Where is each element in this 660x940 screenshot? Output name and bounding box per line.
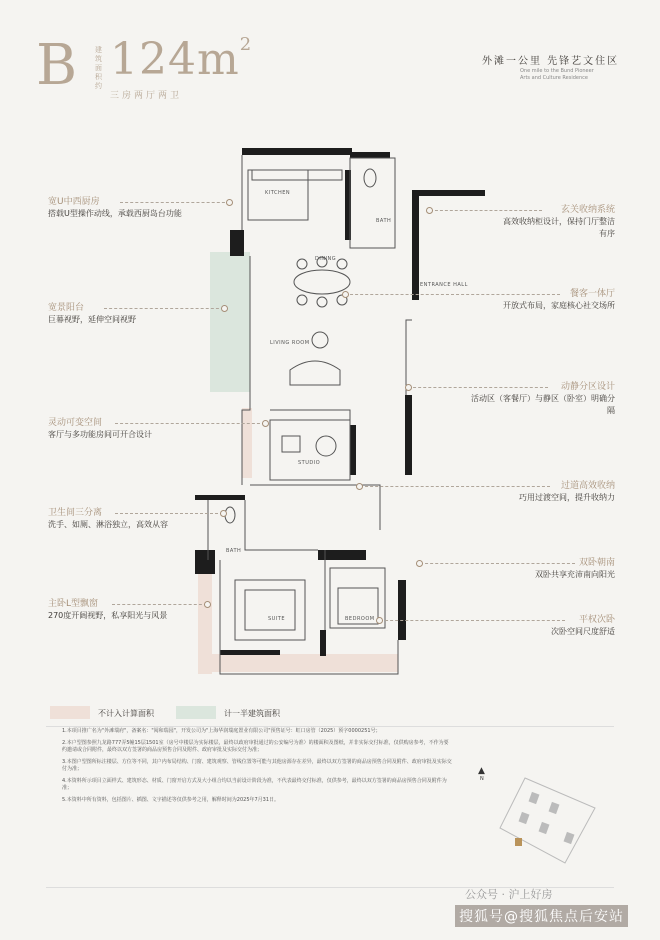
note-kitchen-title: 宽U中西厨房 <box>48 197 100 207</box>
dot-south <box>416 560 423 567</box>
note-bath-title: 卫生间三分离 <box>48 508 103 518</box>
note-bath <box>48 507 168 531</box>
legend-not-counted: 不计入计算面积 <box>98 709 154 718</box>
label-suite: SUITE <box>268 616 286 622</box>
unit-type: 三房两厅两卫 <box>110 91 183 101</box>
disclaimer-2: 2.本户型图参照九龙路777弄5幢15层1501室（房号中楼层为实际楼层，最终以政府审批通过的公安编号为准）的楼面积及图纸，并非实际交付标准，仅供购房参考，不作为要约邀请或合同附件，最终以双方签署的商品房预售合同及附件、政府审批及实际交付为准； <box>62 740 449 753</box>
floor-plan <box>190 140 490 680</box>
note-living-desc: 开放式布局，家庭核心社交场所 <box>503 301 615 310</box>
green-balcony <box>210 252 250 392</box>
toilet-icon <box>364 169 376 187</box>
note-kitchen-desc: 搭载U型操作动线，承载西厨岛台功能 <box>48 209 182 218</box>
label-bath-top: BATH <box>376 218 392 224</box>
label-kitchen: KITCHEN <box>265 190 291 196</box>
north-label: N <box>480 776 484 782</box>
note-balcony-title: 宽景阳台 <box>48 303 85 313</box>
note-second-bedroom-title: 平权次卧 <box>578 615 615 625</box>
dining-table-icon <box>294 257 350 307</box>
note-balcony <box>48 302 136 326</box>
dot-bath <box>220 510 227 517</box>
note-south-title: 双卧朝南 <box>578 558 615 568</box>
slogan: 外滩一公里 先锋艺文住区 <box>482 56 620 67</box>
note-studio-desc: 客厅与多功能房间可开合设计 <box>48 430 152 439</box>
disclaimer-4: 4.本资料所示项目立面样式、建筑形态、材质、门窗开启方式及大小组合均以当前设计阶段为准，不代表最终交付标准，仅供参考，最终以双方签署的商品房预售合同及附件为准； <box>62 778 447 791</box>
label-bath-bottom: BATH <box>226 548 242 554</box>
dot-corridor <box>356 483 363 490</box>
floor-plan-drawing <box>190 140 490 680</box>
slogan-en: One mile to the Bund Pioneer Arts and Culture Residence <box>520 68 594 81</box>
unit-letter: B <box>36 33 78 98</box>
unit-area <box>110 34 253 85</box>
note-zoning-title: 动静分区设计 <box>560 382 615 392</box>
note-living <box>500 288 615 312</box>
disclaimer-1: 1.本项目推广名为"外滩瑞府"，备案名："阅和瑞园"，开发公司为"上海华润瑞庭置业有限公司"预售证号：虹口房管（2025）预字0000251号； <box>62 728 381 734</box>
dot-kitchen <box>226 199 233 206</box>
note-suite-title: 主卧L型飘窗 <box>48 599 99 609</box>
note-studio-title: 灵动可变空间 <box>48 418 103 428</box>
kitchen-counter-icon <box>252 170 342 180</box>
label-bedroom: BEDROOM <box>345 616 375 622</box>
legend-half-counted-swatch <box>176 706 216 719</box>
note-zoning-desc: 活动区（客餐厅）与静区（卧室）明确分隔 <box>471 394 615 415</box>
note-bath-desc: 洗手、如厕、淋浴独立，高效从容 <box>48 520 168 529</box>
note-suite <box>48 598 167 622</box>
pink-area-studio <box>242 408 252 478</box>
dot-living <box>342 291 349 298</box>
note-suite-desc: 270度开阔视野，私享阳光与风景 <box>48 611 168 620</box>
label-entrance: ENTRANCE HALL <box>420 282 468 288</box>
dot-zoning <box>405 384 412 391</box>
note-entry-title: 玄关收纳系统 <box>560 205 615 215</box>
label-studio: STUDIO <box>298 460 321 466</box>
label-dining: DINING <box>315 256 337 262</box>
north-arrow-icon: ▲ <box>478 766 485 776</box>
label-living: LIVING ROOM <box>270 340 310 346</box>
studio-chair-icon <box>282 436 300 452</box>
unit-area-label: 建筑面积约 <box>95 46 102 90</box>
note-second-bedroom-desc: 次卧空间尺度舒适 <box>551 627 615 636</box>
legend-half-counted: 计一半建筑面积 <box>224 709 280 718</box>
note-south <box>500 557 615 581</box>
note-second-bedroom <box>500 614 615 638</box>
note-entry-desc: 高效收纳柜设计，保持门厅整洁有序 <box>503 217 615 238</box>
disclaimer <box>62 728 452 878</box>
area-sup: 2 <box>239 34 253 55</box>
legend-not-counted-swatch <box>50 706 90 719</box>
watermark: 公众号 · 沪上好房 <box>465 888 553 901</box>
disclaimer-5: 5.本资料中所有资料，包括图片、插图、文字描述等仅供参考之用，解释时间为2025年7月31日。 <box>62 797 280 803</box>
dot-second-bedroom <box>376 617 383 624</box>
area-value: 124m <box>110 34 240 85</box>
suite-bed-icon <box>245 590 295 630</box>
dot-entry <box>426 207 433 214</box>
dot-studio <box>262 420 269 427</box>
note-living-title: 餐客一体厅 <box>569 289 615 299</box>
note-kitchen <box>48 196 182 220</box>
studio-table-icon <box>316 436 336 456</box>
note-studio <box>48 417 152 441</box>
site-map-icon <box>495 768 605 868</box>
dot-balcony <box>221 305 228 312</box>
note-corridor-title: 过道高效收纳 <box>560 481 615 491</box>
note-balcony-desc: 巨幕视野，延伸空间视野 <box>48 315 136 324</box>
note-south-desc: 双卧共享充沛南向阳光 <box>535 570 615 579</box>
dot-suite <box>204 601 211 608</box>
note-corridor <box>500 480 615 504</box>
pink-area-bottom <box>198 654 398 672</box>
footer-source: 搜狐号@搜狐焦点后安站 <box>455 905 628 927</box>
note-corridor-desc: 巧用过渡空间，提升收纳力 <box>519 493 615 502</box>
disclaimer-3: 3.本图户型图所标注楼层、方位等不同，其户内布局结构、门窗、建筑观察、管线位置等可能与其他房源存在差异，最终以双方签署的商品房预售合同及附件、政府审批及实际交付为准； <box>62 759 452 772</box>
